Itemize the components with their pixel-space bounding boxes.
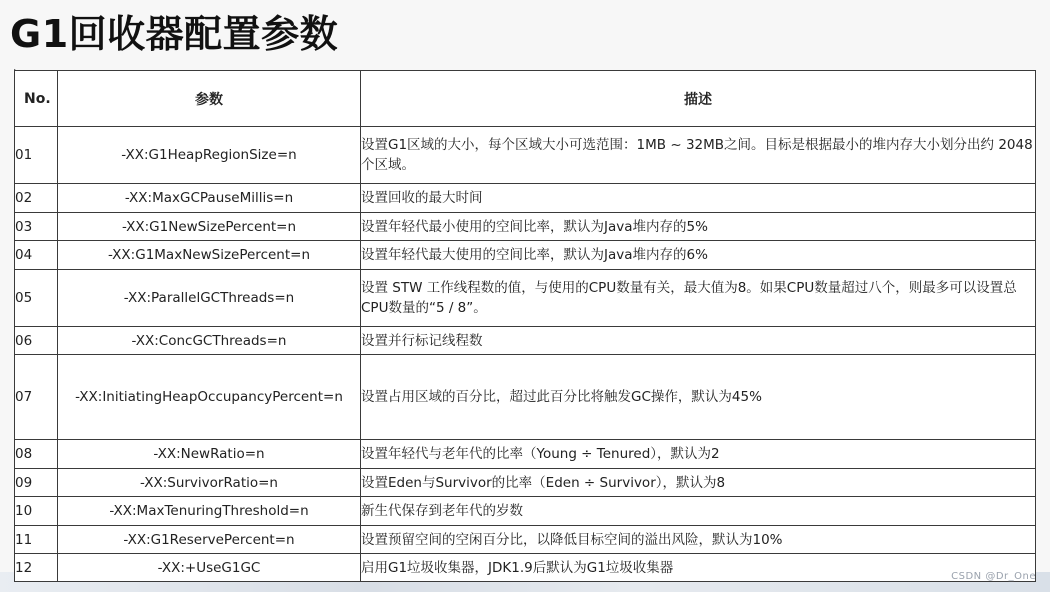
table-row xyxy=(15,497,1036,526)
table-row xyxy=(15,127,1036,184)
param-description: 设置年轻代与老年代的比率（Young ÷ Tenured），默认为2 xyxy=(361,440,1036,469)
row-number: 04 xyxy=(15,241,58,270)
watermark: CSDN @Dr_One xyxy=(951,571,1036,582)
param-name: -XX:NewRatio=n xyxy=(58,440,361,469)
row-number: 09 xyxy=(15,469,58,497)
table-row xyxy=(15,554,1036,582)
param-name: -XX:ParallelGCThreads=n xyxy=(58,270,361,327)
table-row xyxy=(15,241,1036,270)
column-header-param: 参数 xyxy=(58,71,361,127)
param-name: -XX:SurvivorRatio=n xyxy=(58,469,361,497)
param-description: 设置预留空间的空闲百分比，以降低目标空间的溢出风险，默认为10% xyxy=(361,526,1036,554)
param-description: 设置回收的最大时间 xyxy=(361,184,1036,213)
param-description: 设置占用区域的百分比，超过此百分比将触发GC操作，默认为45% xyxy=(361,355,1036,440)
param-description: 启用G1垃圾收集器，JDK1.9后默认为G1垃圾收集器 xyxy=(361,554,1036,582)
param-name: -XX:+UseG1GC xyxy=(58,554,361,582)
table-row xyxy=(15,526,1036,554)
param-name: -XX:InitiatingHeapOccupancyPercent=n xyxy=(58,355,361,440)
param-description: 设置 STW 工作线程数的值，与使用的CPU数量有关，最大值为8。如果CPU数量超过八个，则最多可以设置总CPU数量的“5 / 8”。 xyxy=(361,270,1036,327)
param-name: -XX:ConcGCThreads=n xyxy=(58,327,361,355)
param-description: 设置Eden与Survivor的比率（Eden ÷ Survivor），默认为8 xyxy=(361,469,1036,497)
parameter-table xyxy=(14,70,1036,582)
page-title: G1回收器配置参数 xyxy=(10,12,339,56)
row-number: 11 xyxy=(15,526,58,554)
table-row xyxy=(15,270,1036,327)
param-name: -XX:MaxGCPauseMillis=n xyxy=(58,184,361,213)
row-number: 12 xyxy=(15,554,58,582)
table-row xyxy=(15,327,1036,355)
row-number: 01 xyxy=(15,127,58,184)
row-number: 08 xyxy=(15,440,58,469)
param-name: -XX:G1NewSizePercent=n xyxy=(58,213,361,241)
table-row xyxy=(15,355,1036,440)
column-header-desc: 描述 xyxy=(361,71,1036,127)
table-row xyxy=(15,440,1036,469)
row-number: 05 xyxy=(15,270,58,327)
row-number: 03 xyxy=(15,213,58,241)
table-row xyxy=(15,184,1036,213)
param-name: -XX:G1HeapRegionSize=n xyxy=(58,127,361,184)
param-description: 设置G1区域的大小，每个区域大小可选范围：1MB ~ 32MB之间。目标是根据最小的堆内存大小划分出约 2048 个区域。 xyxy=(361,127,1036,184)
row-number: 07 xyxy=(15,355,58,440)
param-name: -XX:MaxTenuringThreshold=n xyxy=(58,497,361,526)
table-header-row xyxy=(15,71,1036,127)
column-header-no: No. xyxy=(15,71,58,127)
parameter-table-container xyxy=(14,70,1035,582)
table-row xyxy=(15,213,1036,241)
param-description: 设置并行标记线程数 xyxy=(361,327,1036,355)
param-name: -XX:G1ReservePercent=n xyxy=(58,526,361,554)
param-name: -XX:G1MaxNewSizePercent=n xyxy=(58,241,361,270)
row-number: 10 xyxy=(15,497,58,526)
row-number: 02 xyxy=(15,184,58,213)
table-row xyxy=(15,469,1036,497)
row-number: 06 xyxy=(15,327,58,355)
param-description: 新生代保存到老年代的岁数 xyxy=(361,497,1036,526)
param-description: 设置年轻代最大使用的空间比率，默认为Java堆内存的6% xyxy=(361,241,1036,270)
param-description: 设置年轻代最小使用的空间比率，默认为Java堆内存的5% xyxy=(361,213,1036,241)
